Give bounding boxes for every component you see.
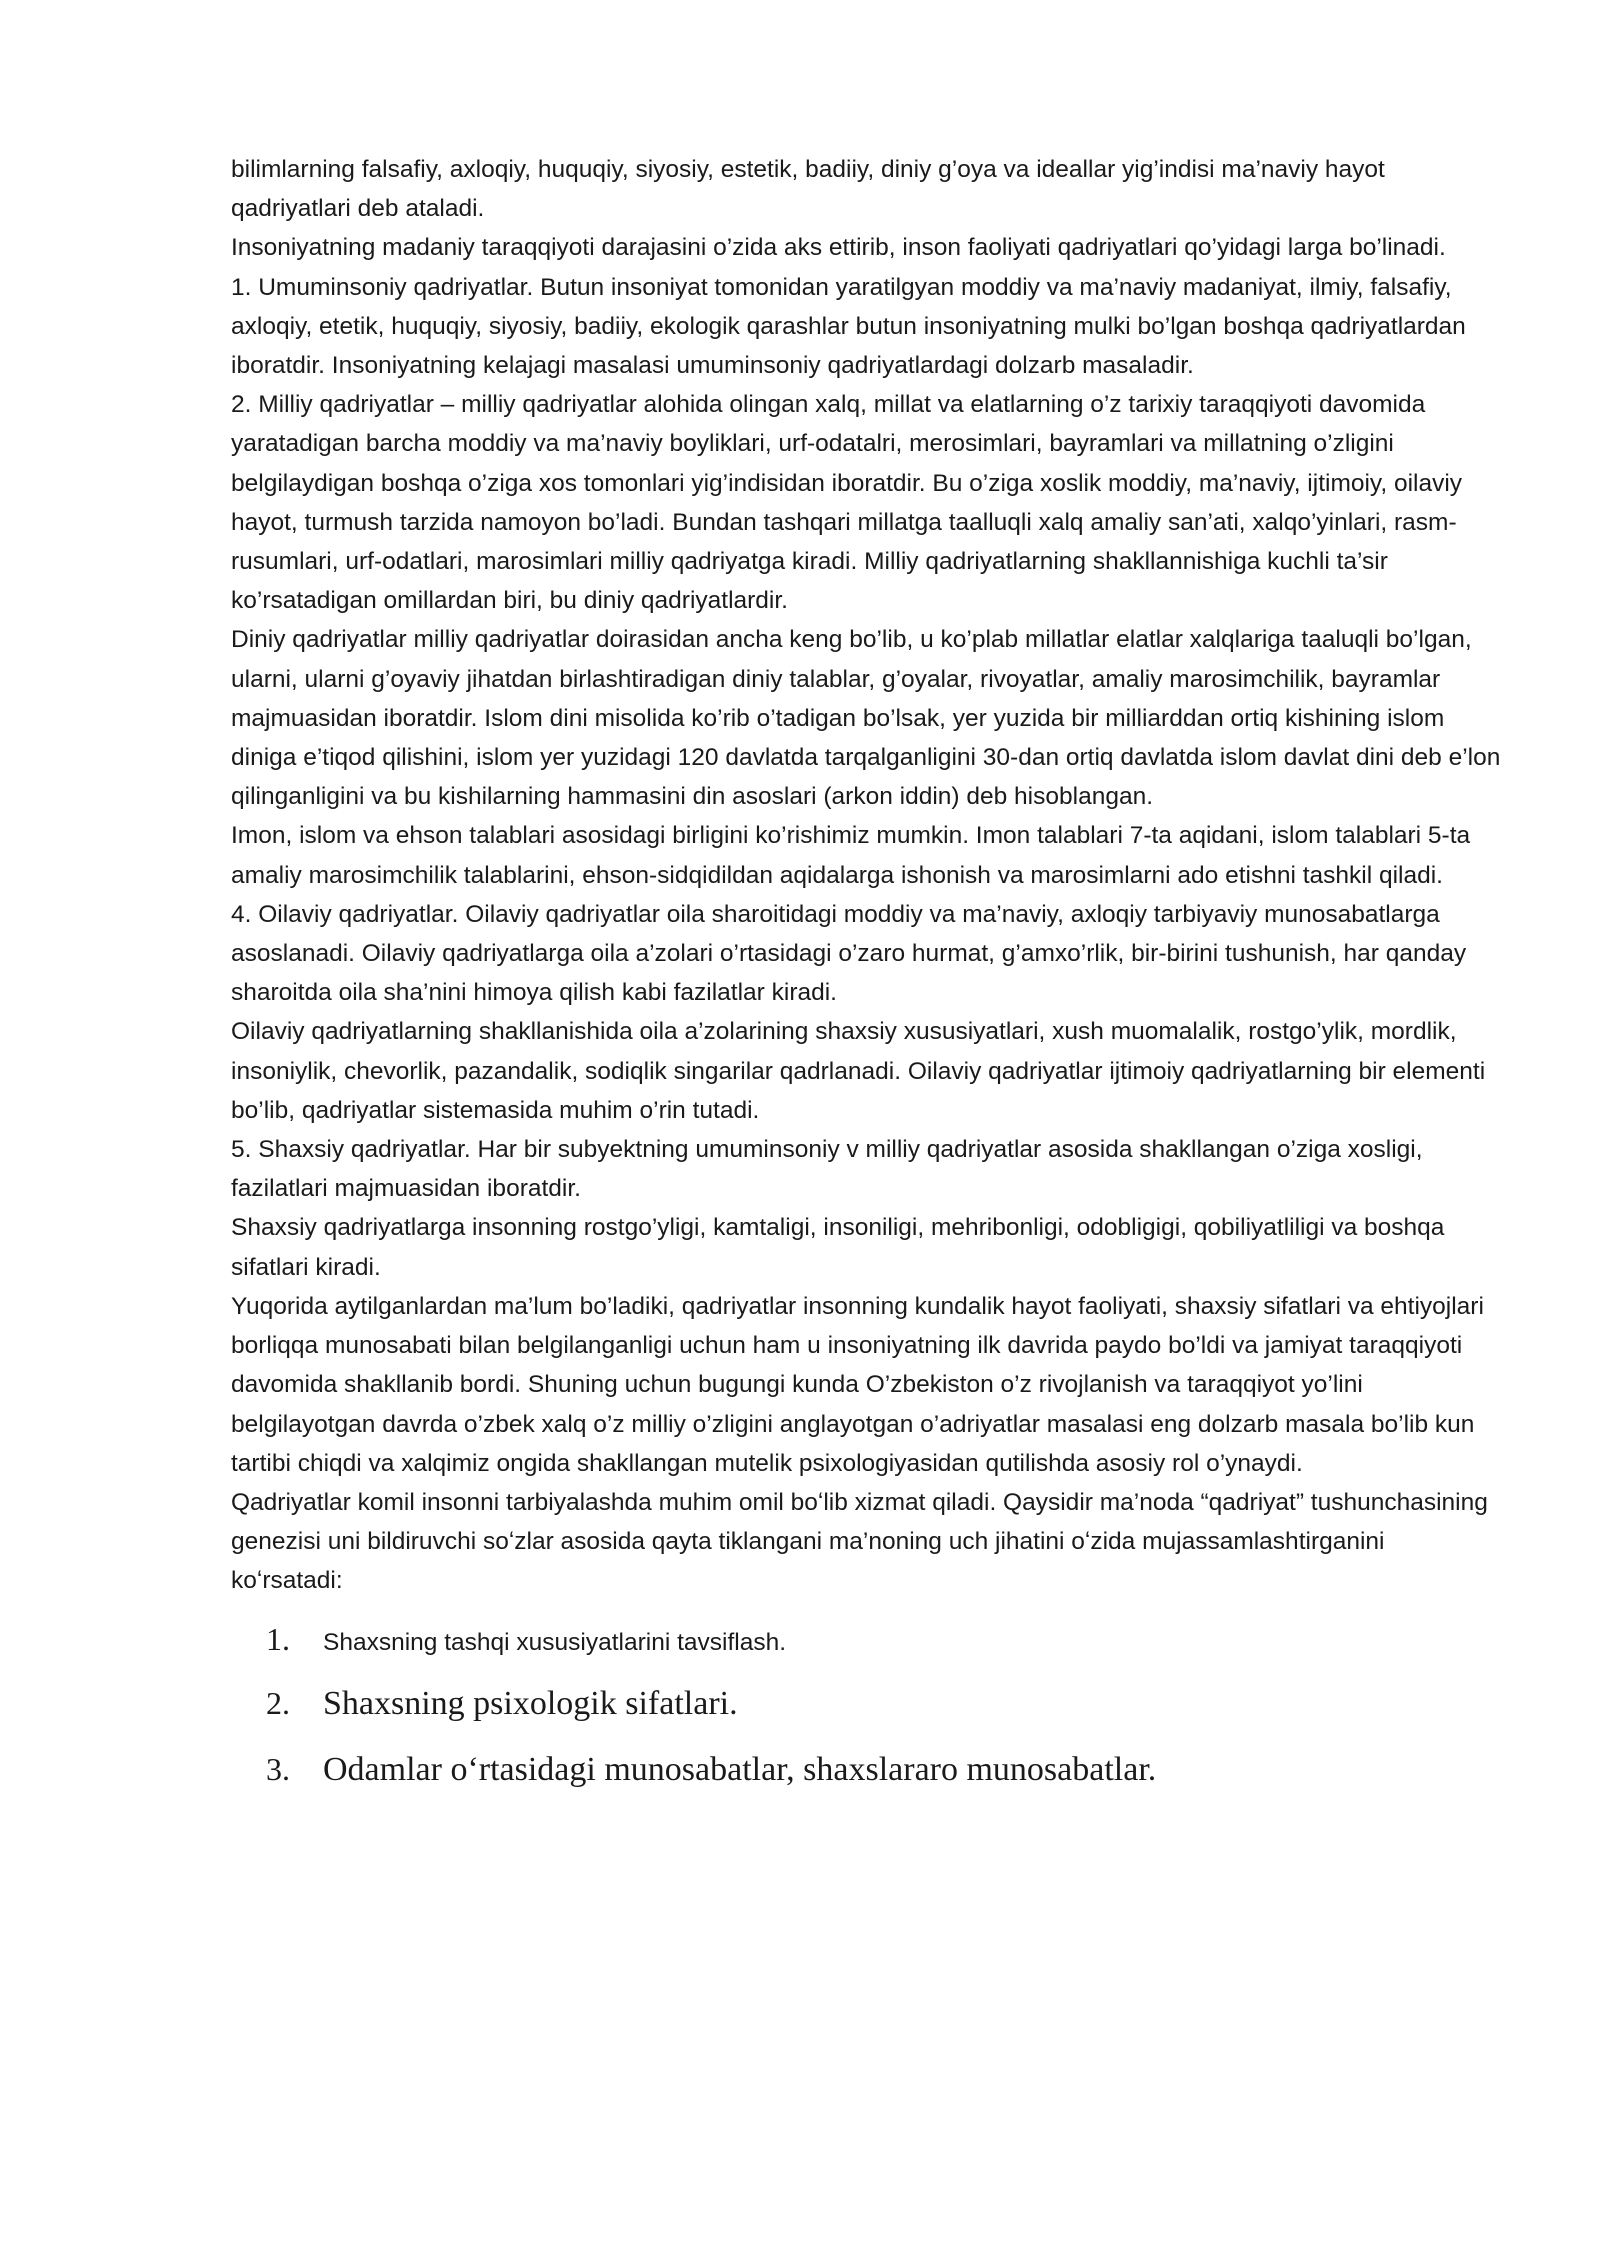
- paragraph-universal-values: 1. Umuminsoniy qadriyatlar. Butun insoniyat tomonidan yaratilgyan moddiy va ma’naviy madaniyat, ilmiy, falsafiy, axloqiy, etetik, huquqiy, siyosiy, badiiy, ekologik qarashlar butun insoniyatning mulki bo’lgan boshqa qadriyatlardan iboratdir. Insoniyatning kelajagi masalasi umuminsoniy qadriyatlardagi dolzarb masaladir.: [231, 273, 1466, 380]
- paragraph-values-genesis: Qadriyatlar komil insonni tarbiyalashda muhim omil boʻlib xizmat qiladi. Qaysidir ma’noda “qadriyat” tushunchasining genezisi uni bildiruvchi soʻzlar asosida qayta tiklangani ma’noning uch jihatini oʻzida mujassamlashtirganini koʻrsatadi:: [231, 1488, 1488, 1595]
- list-item: [231, 1751, 1501, 1817]
- list-item-number: 3.: [266, 1750, 290, 1787]
- paragraph-religious-values: Diniy qadriyatlar milliy qadriyatlar doirasidan ancha keng bo’lib, u ko’plab millatlar elatlar xalqlariga taaluqli bo’lgan, ularni, ularni g’oyaviy jihatdan birlashtiradigan diniy talablar, g’oyalar, rivoyatlar, amaliy marosimchilik, bayramlar majmuasidan iboratdir. Islom dini misolida ko’rib o’tadigan bo’lsak, yer yuzida bir milliarddan ortiq kishining islom diniga e’tiqod qilishini, islom yer yuzidagi 120 davlatda tarqalganligini 30-dan ortiq davlatda islom davlat dini deb e’lon qilinganligini va bu kishilarning hammasini din asoslari (arkon iddin) deb hisoblangan.: [231, 626, 1501, 811]
- list-item: [231, 1621, 1501, 1685]
- document-page: [231, 150, 1501, 1817]
- paragraph-personal-values: 5. Shaxsiy qadriyatlar. Har bir subyektning umuminsoniy v milliy qadriyatlar asosida shakllangan o’ziga xosligi, fazilatlari majmuasidan iboratdir.: [231, 1136, 1423, 1203]
- paragraph-family-values-formation: Oilaviy qadriyatlarning shakllanishida oila a’zolarining shaxsiy xususiyatlari, xush muomalalik, rostgo’ylik, mordlik, insoniylik, chevorlik, pazandalik, sodiqlik singarilar qadrlanadi. Oilaviy qadriyatlar ijtimoiy qadriyatlarning bir elementi bo’lib, qadriyatlar sistemasida muhim o’rin tutadi.: [231, 1018, 1486, 1124]
- paragraph-values-division: Insoniyatning madaniy taraqqiyoti darajasini o’zida aks ettirib, inson faoliyati qadriyatlari qo’yidagi larga bo’linadi.: [231, 234, 1446, 262]
- numbered-list: [231, 1621, 1501, 1817]
- list-item-number: 2.: [266, 1684, 290, 1721]
- paragraph-personal-values-examples: Shaxsiy qadriyatlarga insonning rostgo’yligi, kamtaligi, insoniligi, mehribonligi, odobligigi, qobiliyatliligi va boshqa sifatlari kiradi.: [231, 1214, 1445, 1281]
- paragraph-values-conclusion: Yuqorida aytilganlardan ma’lum bo’ladiki, qadriyatlar insonning kundalik hayot faoliyati, shaxsiy sifatlari va ehtiyojlari borliqqa munosabati bilan belgilanganligi uchun ham u insoniyatning ilk davrida paydo bo’ldi va jamiyat taraqqiyoti davomida shakllanib bordi. Shuning uchun bugungi kunda O’zbekiston o’z rivojlanish va taraqqiyot yo’lini belgilayotgan davrda o’zbek xalq o’z milliy o’zligini anglayotgan o’adriyatlar masalasi eng dolzarb masala bo’lib kun tartibi chiqdi va xalqimiz ongida shakllangan mutelik psixologiyasidan qutilishda asosiy rol o’ynaydi.: [231, 1292, 1484, 1477]
- paragraph-spiritual-values-definition: bilimlarning falsafiy, axloqiy, huquqiy, siyosiy, estetik, badiiy, diniy g’oya va ideallar yig’indisi ma’naviy hayot qadriyatlari deb ataladi.: [231, 156, 1385, 223]
- paragraph-national-values: 2. Milliy qadriyatlar – milliy qadriyatlar alohida olingan xalq, millat va elatlarning o’z tarixiy taraqqiyoti davomida yaratadigan barcha moddiy va ma’naviy boyliklari, urf-odatalri, merosimlari, bayramlari va millatning o’zligini belgilaydigan boshqa o’ziga xos tomonlari yig’indisidan iboratdir. Bu o’ziga xoslik moddiy, ma’naviy, ijtimoiy, oilaviy hayot, turmush tarzida namoyon bo’ladi. Bundan tashqari millatga taalluqli xalq amaliy san’ati, xalqo’yinlari, rasm-rusumlari, urf-odatlari, marosimlari milliy qadriyatga kiradi. Milliy qadriyatlarning shakllannishiga kuchli ta’sir ko’rsatadigan omillardan biri, bu diniy qadriyatlardir.: [231, 391, 1463, 615]
- list-item-number: 1.: [266, 1620, 290, 1657]
- list-item-text: Odamlar oʻrtasidagi munosabatlar, shaxslararo munosabatlar.: [323, 1750, 1157, 1788]
- list-item: [231, 1685, 1501, 1751]
- list-item-text: Shaxsning tashqi xususiyatlarini tavsiflash.: [323, 1628, 787, 1656]
- document-body: [231, 150, 1501, 1601]
- paragraph-iman-islam-ehson: Imon, islom va ehson talablari asosidagi birligini ko’rishimiz mumkin. Imon talablari 7-ta aqidani, islom talablari 5-ta amaliy marosimchilik talablarini, ehson-sidqidildan aqidalarga ishonish va marosimlarni ado etishni tashkil qiladi.: [231, 822, 1471, 889]
- list-item-text: Shaxsning psixologik sifatlari.: [323, 1684, 738, 1722]
- paragraph-family-values: 4. Oilaviy qadriyatlar. Oilaviy qadriyatlar oila sharoitidagi moddiy va ma’naviy, axloqiy tarbiyaviy munosabatlarga asoslanadi. Oilaviy qadriyatlarga oila a’zolari o’rtasidagi o’zaro hurmat, g’amxo’rlik, bir-birini tushunish, har qanday sharoitda oila sha’nini himoya qilish kabi fazilatlar kiradi.: [231, 900, 1467, 1007]
